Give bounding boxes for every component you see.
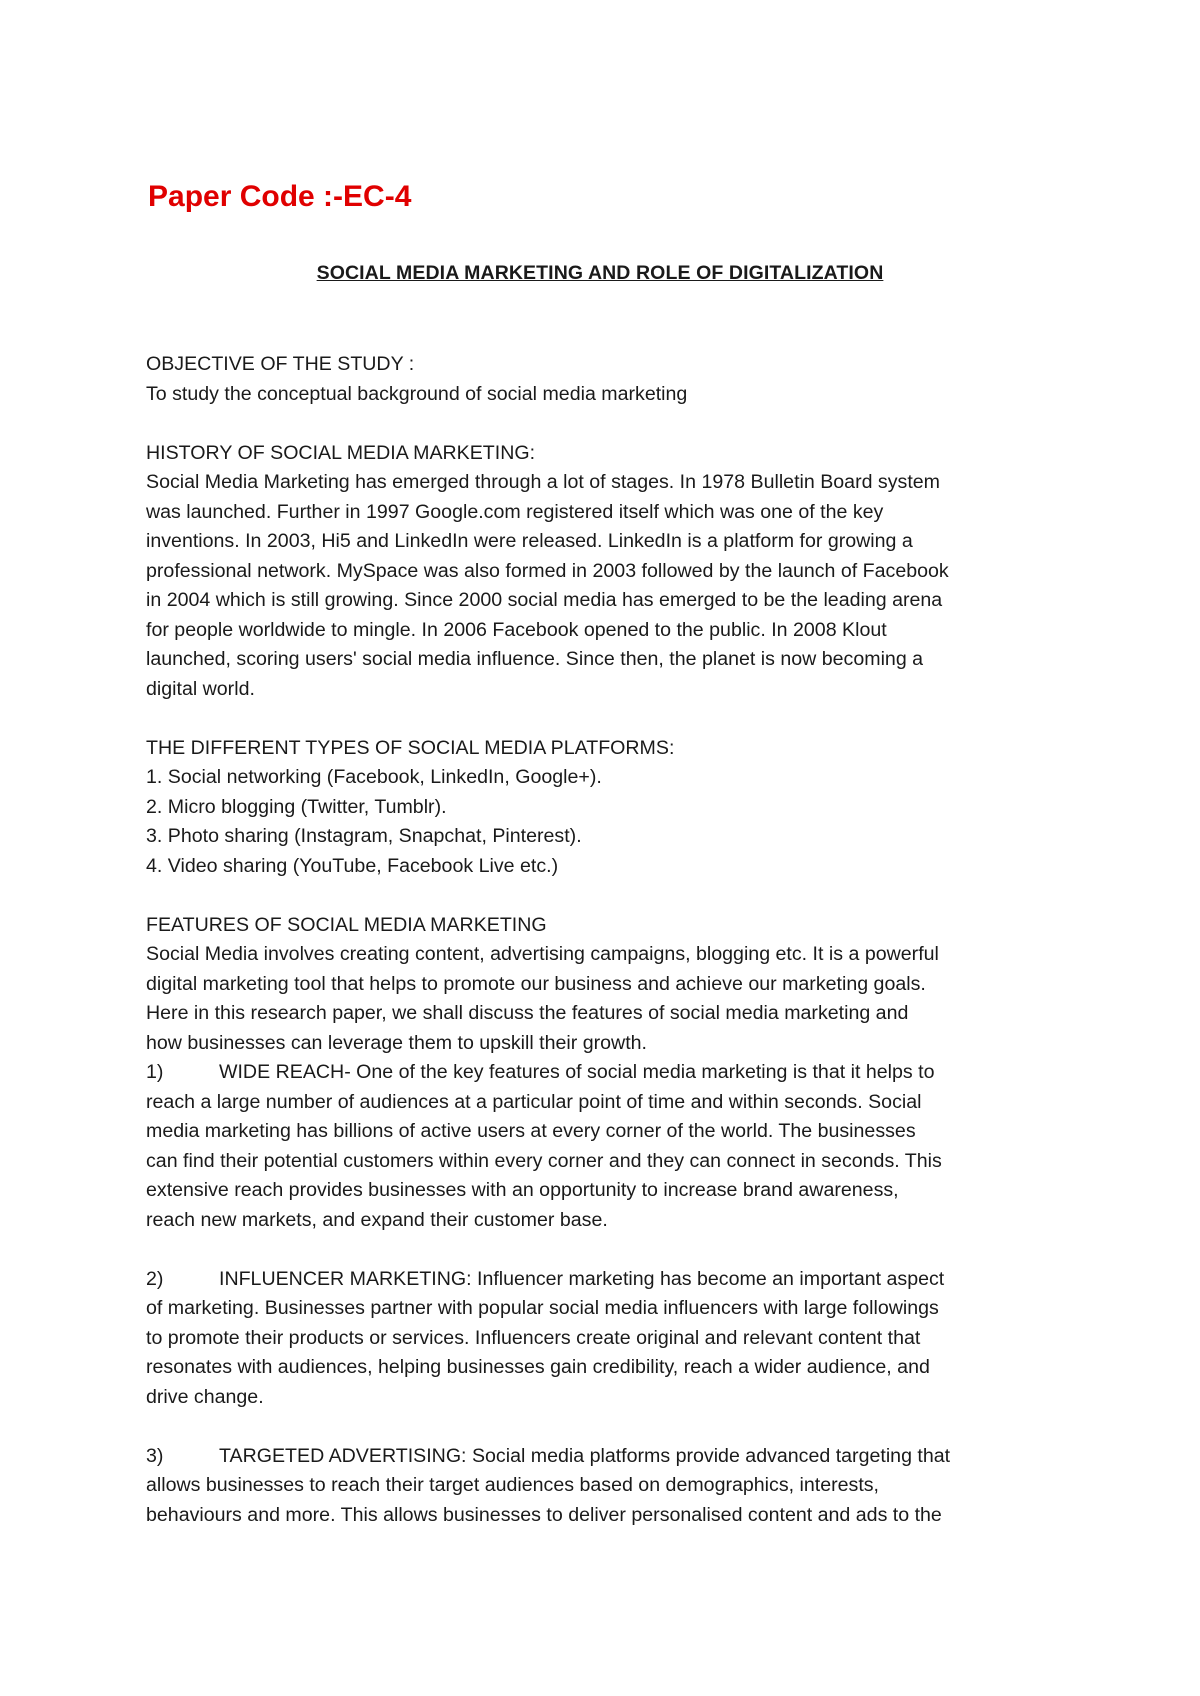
feature-point-line: of marketing. Businesses partner with popular social media influencers with large followings: [146, 1297, 939, 1319]
feature-point-line: extensive reach provides businesses with an opportunity to increase brand awareness,: [146, 1179, 899, 1201]
platform-list-item: 4. Video sharing (YouTube, Facebook Live etc.): [146, 854, 559, 877]
feature-point-wide-reach: [146, 1058, 1066, 1088]
history-line: professional network. MySpace was also formed in 2003 followed by the launch of Facebook: [146, 559, 949, 582]
feature-point-number: 3): [146, 1444, 164, 1467]
spacer: [146, 409, 1066, 439]
features-intro-line: digital marketing tool that helps to promote our business and achieve our marketing goals.: [146, 972, 926, 995]
paper-code: Paper Code :-EC-4: [148, 180, 412, 213]
spacer: [146, 1235, 1066, 1265]
history-line: digital world.: [146, 677, 255, 700]
feature-point-body: [146, 1088, 1066, 1236]
platform-list-item: 1. Social networking (Facebook, LinkedIn, Google+).: [146, 766, 602, 788]
spacer: [146, 881, 1066, 911]
feature-point-first-line: TARGETED ADVERTISING: Social media platforms provide advanced targeting that: [219, 1444, 951, 1467]
features-intro-line: how businesses can leverage them to upskill their growth.: [146, 1031, 647, 1054]
feature-point-influencer-marketing: [146, 1265, 1066, 1295]
history-line: in 2004 which is still growing. Since 2000 social media has emerged to be the leading arena: [146, 589, 943, 611]
history-heading: HISTORY OF SOCIAL MEDIA MARKETING:: [146, 441, 536, 464]
history-paragraph: [146, 468, 1066, 704]
history-line: was launched. Further in 1997 Google.com registered itself which was one of the key: [146, 500, 884, 523]
history-line: inventions. In 2003, Hi5 and LinkedIn were released. LinkedIn is a platform for growing a: [146, 530, 913, 552]
platform-list-item: 2. Micro blogging (Twitter, Tumblr).: [146, 795, 447, 818]
feature-point-line: media marketing has billions of active users at every corner of the world. The businesses: [146, 1120, 916, 1142]
feature-point-targeted-advertising: [146, 1442, 1066, 1472]
document-title: SOCIAL MEDIA MARKETING AND ROLE OF DIGITALIZATION: [316, 262, 884, 284]
features-intro-line: Here in this research paper, we shall discuss the features of social media marketing and: [146, 1002, 909, 1024]
feature-point-first-line: WIDE REACH- One of the key features of social media marketing is that it helps to: [219, 1061, 935, 1083]
feature-point-line: can find their potential customers within every corner and they can connect in seconds. This: [146, 1149, 942, 1172]
features-heading: FEATURES OF SOCIAL MEDIA MARKETING: [146, 913, 547, 936]
spacer: [146, 704, 1066, 734]
features-intro: [146, 940, 1066, 1058]
feature-point-first-line: INFLUENCER MARKETING: Influencer marketing has become an important aspect: [219, 1267, 945, 1290]
feature-point-line: behaviours and more. This allows businesses to deliver personalised content and ads to the: [146, 1503, 942, 1526]
feature-point-number: 1): [146, 1061, 164, 1083]
history-line: for people worldwide to mingle. In 2006 Facebook opened to the public. In 2008 Klout: [146, 618, 887, 641]
features-intro-line: Social Media involves creating content, advertising campaigns, blogging etc. It is a powerful: [146, 943, 939, 965]
feature-point-line: resonates with audiences, helping businesses gain credibility, reach a wider audience, and: [146, 1356, 930, 1378]
feature-point-line: reach new markets, and expand their customer base.: [146, 1208, 608, 1231]
history-line: Social Media Marketing has emerged through a lot of stages. In 1978 Bulletin Board system: [146, 471, 940, 493]
feature-point-body: [146, 1471, 1066, 1530]
feature-point-line: drive change.: [146, 1385, 264, 1408]
feature-point-body: [146, 1294, 1066, 1412]
feature-point-line: reach a large number of audiences at a particular point of time and within seconds. Social: [146, 1090, 922, 1113]
feature-point-line: to promote their products or services. Influencers create original and relevant content that: [146, 1326, 921, 1349]
objective-heading: OBJECTIVE OF THE STUDY :: [146, 353, 415, 375]
document-body: [146, 350, 1066, 1530]
spacer: [146, 1412, 1066, 1442]
feature-point-line: allows businesses to reach their target audiences based on demographics, interests,: [146, 1474, 880, 1496]
feature-point-number: 2): [146, 1267, 164, 1290]
history-line: launched, scoring users' social media influence. Since then, the planet is now becoming a: [146, 648, 924, 670]
objective-text: To study the conceptual background of social media marketing: [146, 382, 688, 405]
platform-list-item: 3. Photo sharing (Instagram, Snapchat, Pinterest).: [146, 825, 582, 847]
platforms-heading: THE DIFFERENT TYPES OF SOCIAL MEDIA PLATFORMS:: [146, 736, 675, 759]
